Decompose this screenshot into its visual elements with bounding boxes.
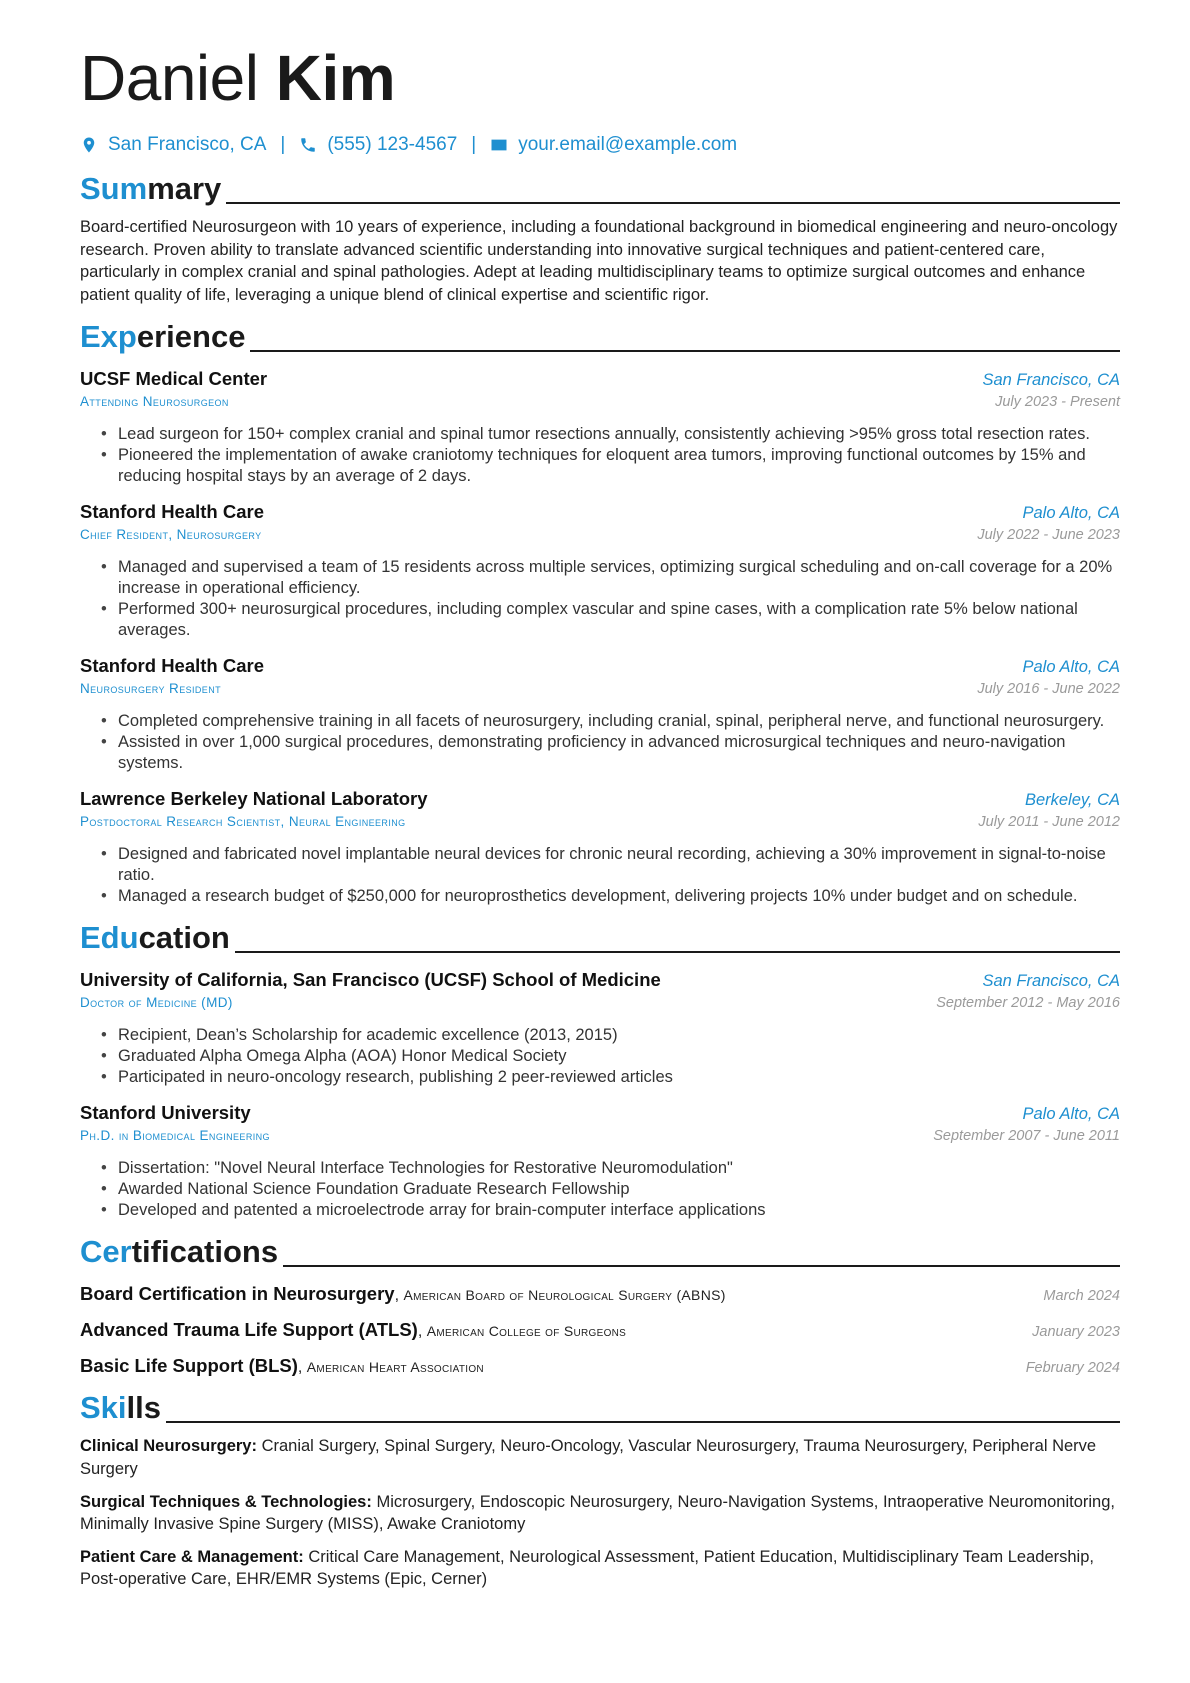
entry-location: Berkeley, CA — [1024, 791, 1120, 810]
certification-separator: , — [417, 1323, 427, 1341]
email-link: your.email@example.com — [518, 134, 738, 155]
section-divider — [250, 350, 1120, 352]
skill-group-items: Critical Care Management, Neurological Assessment, Patient Education, Multidisciplinary Team Leadership, Post-operative Care, EHR/EMR Systems (Epic, Cerner) — [80, 1547, 1094, 1589]
bullet-item: • Awarded National Science Foundation Graduate Research Fellowship — [118, 1179, 1120, 1200]
entry-header — [80, 655, 1120, 677]
entry-role: Chief Resident, Neurosurgery — [80, 527, 262, 543]
section-divider — [235, 951, 1120, 953]
entry-location: San Francisco, CA — [982, 371, 1120, 390]
organization-name: Stanford Health Care — [80, 501, 265, 523]
bullet-item: • Graduated Alpha Omega Alpha (AOA) Honor Medical Society — [118, 1046, 1120, 1067]
skill-group-items: Cranial Surgery, Spinal Surgery, Neuro-Oncology, Vascular Neurosurgery, Trauma Neurosurgery, Peripheral Nerve Surgery — [80, 1437, 1097, 1478]
skills-heading — [80, 1391, 1120, 1425]
bullet-item: • Dissertation: "Novel Neural Interface Technologies for Restorative Neuromodulation" — [118, 1158, 1120, 1179]
entry-header — [80, 788, 1120, 810]
certification-date: March 2024 — [1043, 1288, 1120, 1305]
section-title-accent: Cer — [80, 1234, 132, 1270]
bullet-list — [80, 711, 1120, 774]
certification-name: Advanced Trauma Life Support (ATLS) — [80, 1319, 418, 1341]
phone-icon — [299, 136, 317, 154]
entry-location: San Francisco, CA — [982, 972, 1120, 991]
entry-location: Palo Alto, CA — [1022, 1105, 1120, 1124]
summary-heading — [80, 172, 1120, 206]
certification-row — [80, 1355, 1120, 1377]
organization-name: UCSF Medical Center — [80, 368, 268, 390]
section-title-rest: cation — [138, 920, 230, 956]
entry-location: Palo Alto, CA — [1022, 658, 1120, 677]
section-title-rest: mary — [147, 171, 222, 206]
certification-issuer: American Heart Association — [306, 1359, 484, 1376]
bullet-item: • Participated in neuro-oncology research, publishing 2 peer-reviewed articles — [118, 1067, 1120, 1088]
experience-entry — [80, 655, 1120, 774]
organization-name: University of California, San Francisco (UCSF) School of Medicine — [80, 969, 661, 991]
contact-location — [80, 134, 266, 156]
entry-role: Postdoctoral Research Scientist, Neural Engineering — [80, 814, 406, 830]
contact-email[interactable] — [490, 134, 737, 156]
entry-subheader — [80, 814, 1120, 830]
section-divider — [166, 1421, 1120, 1423]
bullet-item: • Pioneered the implementation of awake craniotomy techniques for eloquent area tumors, improving functional outcomes by 15% and reducing hospital stays by an average of 2 days. — [118, 445, 1120, 487]
skill-group-label: Surgical Techniques & Technologies: — [80, 1492, 372, 1511]
entry-subheader — [80, 394, 1120, 410]
skills-list — [80, 1435, 1120, 1591]
entry-header — [80, 1102, 1120, 1124]
certifications-list — [80, 1283, 1120, 1377]
bullet-item: • Assisted in over 1,000 surgical procedures, demonstrating proficiency in advanced microsurgical techniques and neuro-navigation systems. — [118, 732, 1120, 774]
entry-subheader — [80, 1128, 1120, 1144]
last-name: Kim — [275, 42, 396, 114]
entry-dates: July 2011 - June 2012 — [978, 814, 1120, 831]
section-title-accent: Edu — [80, 920, 139, 956]
entry-subheader — [80, 527, 1120, 543]
envelope-icon — [490, 136, 508, 154]
certification-entry — [80, 1319, 626, 1341]
entry-header — [80, 501, 1120, 523]
section-title-rest: tifications — [131, 1234, 279, 1270]
phone-text: (555) 123-4567 — [327, 134, 458, 155]
location-text: San Francisco, CA — [108, 134, 267, 155]
contact-phone[interactable] — [299, 134, 457, 156]
summary-text: Board-certified Neurosurgeon with 10 years of experience, including a foundational background in biomedical engineering and neuro-oncology research. Proven ability to translate advanced scientific understanding into innovative surgical techniques and patient-centered care, particularly in complex cranial and spinal pathologies. Adept at leading multidisciplinary teams to optimize surgical outcomes and enhance patient quality of life, leveraging a unique blend of clinical expertise and scientific rigor. — [80, 218, 1118, 304]
entry-dates: July 2022 - June 2023 — [977, 527, 1120, 544]
contact-separator: | — [280, 134, 286, 155]
bullet-item: • Managed a research budget of $250,000 for neuroprosthetics development, delivering projects 10% under budget and on schedule. — [118, 886, 1120, 907]
entry-role: Doctor of Medicine (MD) — [80, 995, 233, 1011]
certification-date: January 2023 — [1032, 1324, 1120, 1341]
certification-date: February 2024 — [1025, 1360, 1120, 1377]
bullet-item: • Recipient, Dean’s Scholarship for academic excellence (2013, 2015) — [118, 1025, 1120, 1046]
entry-location: Palo Alto, CA — [1022, 504, 1120, 523]
section-title-accent: Sum — [80, 171, 148, 206]
bullet-item: • Designed and fabricated novel implantable neural devices for chronic neural recording, achieving a 30% improvement in signal-to-noise ratio. — [118, 844, 1120, 886]
entry-dates: September 2007 - June 2011 — [933, 1128, 1120, 1145]
certification-name: Board Certification in Neurosurgery — [80, 1283, 395, 1305]
entry-dates: July 2023 - Present — [995, 394, 1120, 411]
experience-entry — [80, 368, 1120, 487]
certifications-heading — [80, 1235, 1120, 1269]
bullet-item: • Performed 300+ neurosurgical procedures, including complex vascular and spine cases, with a complication rate 5% below national averages. — [118, 599, 1120, 641]
section-divider — [226, 202, 1120, 204]
certification-separator: , — [394, 1287, 404, 1305]
entry-role: Ph.D. in Biomedical Engineering — [80, 1128, 270, 1144]
bullet-item: • Lead surgeon for 150+ complex cranial and spinal tumor resections annually, consistently achieving >95% gross total resection rates. — [118, 424, 1120, 445]
bullet-list — [80, 424, 1120, 487]
education-entry — [80, 1102, 1120, 1221]
certification-issuer: American College of Surgeons — [426, 1323, 627, 1340]
education-list — [80, 969, 1120, 1221]
certification-row — [80, 1319, 1120, 1341]
organization-name: Stanford Health Care — [80, 655, 265, 677]
certification-separator: , — [297, 1359, 307, 1377]
entry-role: Attending Neurosurgeon — [80, 394, 229, 410]
entry-subheader — [80, 681, 1120, 697]
entry-dates: September 2012 - May 2016 — [936, 995, 1120, 1012]
experience-entry — [80, 788, 1120, 907]
skill-group-items: Microsurgery, Endoscopic Neurosurgery, Neuro-Navigation Systems, Intraoperative Neuromonitoring, Minimally Invasive Spine Surgery (MISS), Awake Craniotomy — [80, 1492, 1115, 1534]
bullet-item: • Managed and supervised a team of 15 residents across multiple services, optimizing surgical scheduling and on-call coverage for a 20% increase in operational efficiency. — [118, 557, 1120, 599]
page-title — [80, 42, 1120, 114]
section-title-rest: erience — [136, 319, 246, 355]
bullet-list — [80, 557, 1120, 641]
map-pin-icon — [80, 136, 98, 154]
certification-issuer: American Board of Neurological Surgery (ABNS) — [403, 1287, 726, 1304]
bullet-item: • Developed and patented a microelectrode array for brain-computer interface applications — [118, 1200, 1120, 1221]
entry-dates: July 2016 - June 2022 — [977, 681, 1120, 698]
certification-entry — [80, 1355, 484, 1377]
certification-row — [80, 1283, 1120, 1305]
experience-heading — [80, 320, 1120, 354]
section-title-accent: Exp — [80, 319, 137, 355]
certification-name: Basic Life Support (BLS) — [80, 1355, 298, 1377]
education-entry — [80, 969, 1120, 1088]
bullet-list — [80, 1025, 1120, 1088]
contact-bar — [80, 132, 1120, 158]
skill-group-label: Clinical Neurosurgery: — [80, 1437, 257, 1456]
section-divider — [283, 1265, 1120, 1267]
first-name: Daniel — [80, 42, 259, 114]
organization-name: Lawrence Berkeley National Laboratory — [80, 788, 428, 810]
bullet-item: • Completed comprehensive training in all facets of neurosurgery, including cranial, spinal, peripheral nerve, and functional neurosurgery. — [118, 711, 1120, 732]
entry-role: Neurosurgery Resident — [80, 681, 222, 697]
experience-entry — [80, 501, 1120, 641]
organization-name: Stanford University — [80, 1102, 251, 1124]
bullet-list — [80, 1158, 1120, 1221]
entry-subheader — [80, 995, 1120, 1011]
bullet-list — [80, 844, 1120, 907]
entry-header — [80, 969, 1120, 991]
experience-list — [80, 368, 1120, 907]
skill-group — [80, 1435, 1120, 1480]
contact-separator: | — [471, 134, 477, 155]
section-title-accent: Ski — [80, 1390, 127, 1426]
entry-header — [80, 368, 1120, 390]
section-title-rest: lls — [126, 1390, 161, 1426]
skill-group — [80, 1491, 1120, 1536]
skill-group-label: Patient Care & Management: — [80, 1547, 304, 1566]
skill-group — [80, 1546, 1120, 1591]
education-heading — [80, 921, 1120, 955]
certification-entry — [80, 1283, 726, 1305]
